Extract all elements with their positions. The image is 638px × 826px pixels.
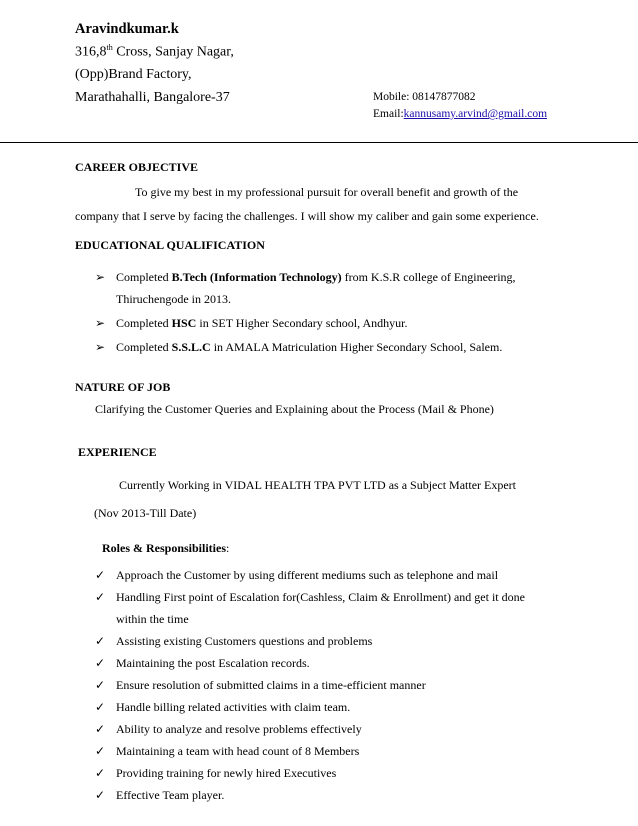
checkmark-icon: ✓ [95,656,106,670]
role-item: ✓ Maintaining the post Escalation records. [95,652,561,674]
role-item: ✓ Providing training for newly hired Executives [95,762,561,784]
nature-of-job-heading: NATURE OF JOB [75,380,171,394]
career-objective-heading: CAREER OBJECTIVE [75,160,199,174]
role-item: ✓ Effective Team player. [95,784,561,806]
career-objective-line-1: To give my best in my professional pursuit for overall benefit and growth of the [135,185,519,199]
role-item: ✓ Ensure resolution of submitted claims in a time-efficient manner [95,674,561,696]
role-item: ✓ Handle billing related activities with claim team. [95,696,561,718]
checkmark-icon: ✓ [95,590,106,604]
education-item-sslc: ➢ Completed S.S.L.C in AMALA Matriculation Higher Secondary School, Salem. [95,336,561,358]
roles-heading: Roles & Responsibilities: [102,541,230,555]
checkmark-icon: ✓ [95,678,106,692]
checkmark-icon: ✓ [95,722,106,736]
checkmark-icon: ✓ [95,700,106,714]
education-heading: EDUCATIONAL QUALIFICATION [75,238,265,252]
experience-heading: EXPERIENCE [78,445,157,459]
mobile-number: Mobile: 08147877082 [373,91,476,103]
header-divider [0,142,638,143]
role-item: ✓ Ability to analyze and resolve problems effectively [95,718,561,740]
experience-line-2: (Nov 2013-Till Date) [94,506,197,520]
career-objective-line-2: company that I serve by facing the challenges. I will show my caliber and gain some experience. [75,209,539,223]
address-line-2: (Opp)Brand Factory, [75,67,192,82]
arrow-bullet-icon: ➢ [95,340,106,354]
checkmark-icon: ✓ [95,788,106,802]
education-item-hsc: ➢ Completed HSC in SET Higher Secondary school, Andhyur. [95,312,561,334]
email-link[interactable]: kannusamy.arvind@gmail.com [403,108,548,120]
email-label: Email: [373,108,404,120]
candidate-name: Aravindkumar.k [75,21,179,37]
education-item-btech: ➢ Completed B.Tech (Information Technology) from K.S.R college of Engineering, Thiruchengode in 2013. [95,266,561,310]
role-item: ✓ Approach the Customer by using different mediums such as telephone and mail [95,564,561,586]
address-line-3: Marathahalli, Bangalore-37 [75,90,230,105]
role-item: ✓ Handling First point of Escalation for(Cashless, Claim & Enrollment) and get it done within the time [95,586,561,630]
checkmark-icon: ✓ [95,766,106,780]
checkmark-icon: ✓ [95,568,106,582]
arrow-bullet-icon: ➢ [95,316,106,330]
role-item: ✓ Assisting existing Customers questions and problems [95,630,561,652]
nature-of-job-text: Clarifying the Customer Queries and Explaining about the Process (Mail & Phone) [95,402,494,416]
checkmark-icon: ✓ [95,634,106,648]
experience-line-1: Currently Working in VIDAL HEALTH TPA PVT LTD as a Subject Matter Expert [119,478,517,492]
checkmark-icon: ✓ [95,744,106,758]
address-line-1: 316,8th Cross, Sanjay Nagar, [75,43,234,60]
email-line [373,108,547,120]
role-item: ✓ Maintaining a team with head count of 8 Members [95,740,561,762]
arrow-bullet-icon: ➢ [95,270,106,284]
education-item-btech-cont: Thiruchengode in 2013. [116,292,231,306]
